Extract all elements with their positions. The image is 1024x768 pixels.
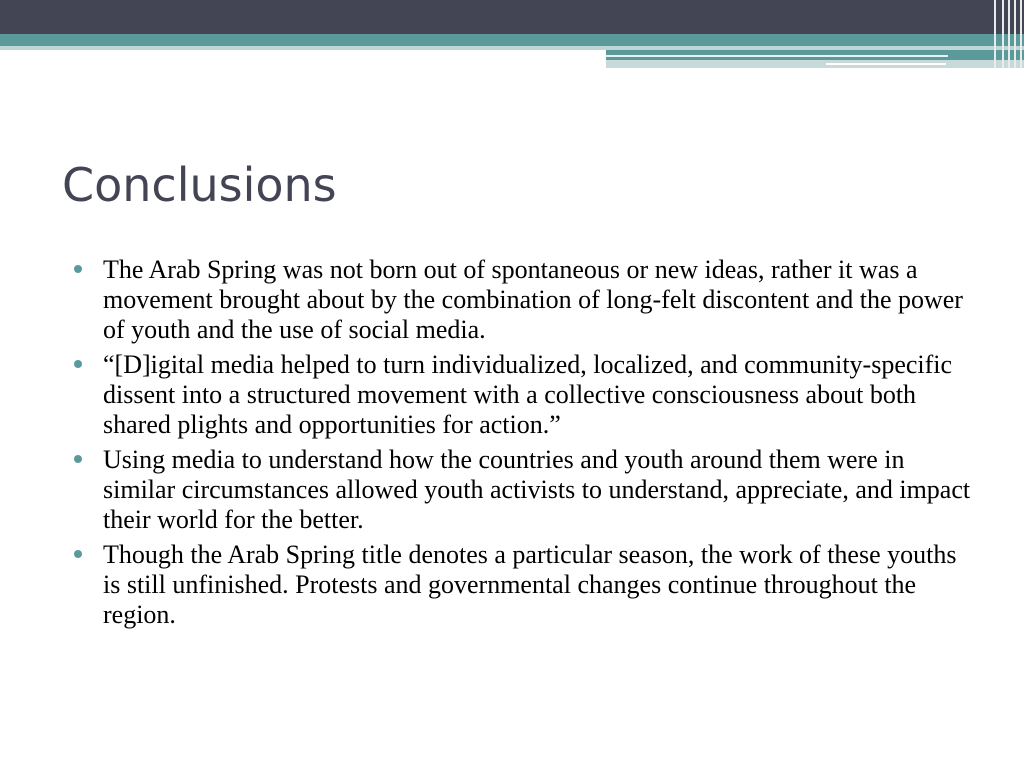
header-band-dark: [0, 0, 1024, 34]
bullet-dot-icon: [74, 360, 82, 368]
vertical-stripe: [1008, 0, 1010, 68]
vertical-stripe: [994, 0, 996, 68]
bullet-list: [74, 255, 974, 635]
header-band-right-light: [606, 60, 1024, 68]
bullet-text: The Arab Spring was not born out of spontaneous or new ideas, rather it was a movement brought about by the combination of long-felt discontent and the power of youth and the use of social media.: [103, 255, 963, 344]
vertical-stripe: [1020, 0, 1022, 68]
bullet-dot-icon: [74, 265, 82, 273]
bullet-text: Using media to understand how the countries and youth around them were in similar circumstances allowed youth activists to understand, appreciate, and impact their world for the better.: [103, 445, 971, 534]
bullet-text: Though the Arab Spring title denotes a particular season, the work of these youths is still unfinished. Protests and governmental changes continue throughout the region.: [103, 540, 957, 629]
slide-title: Conclusions: [62, 158, 337, 212]
bullet-item: [74, 255, 974, 345]
vertical-stripe: [1002, 0, 1004, 68]
bullet-dot-icon: [74, 455, 82, 463]
vertical-stripe: [1014, 0, 1016, 68]
header-vertical-stripes: [990, 0, 1024, 68]
bullet-item: [74, 445, 974, 535]
header-accent-line: [606, 55, 948, 57]
bullet-item: [74, 350, 974, 440]
bullet-item: [74, 540, 974, 630]
bullet-dot-icon: [74, 550, 82, 558]
bullet-text: “[D]igital media helped to turn individualized, localized, and community-specific dissent into a structured movement with a collective consciousness about both shared plights and opportunities for action.”: [103, 350, 953, 439]
header-accent-line-short: [826, 63, 946, 65]
header-band-teal: [0, 34, 1024, 46]
